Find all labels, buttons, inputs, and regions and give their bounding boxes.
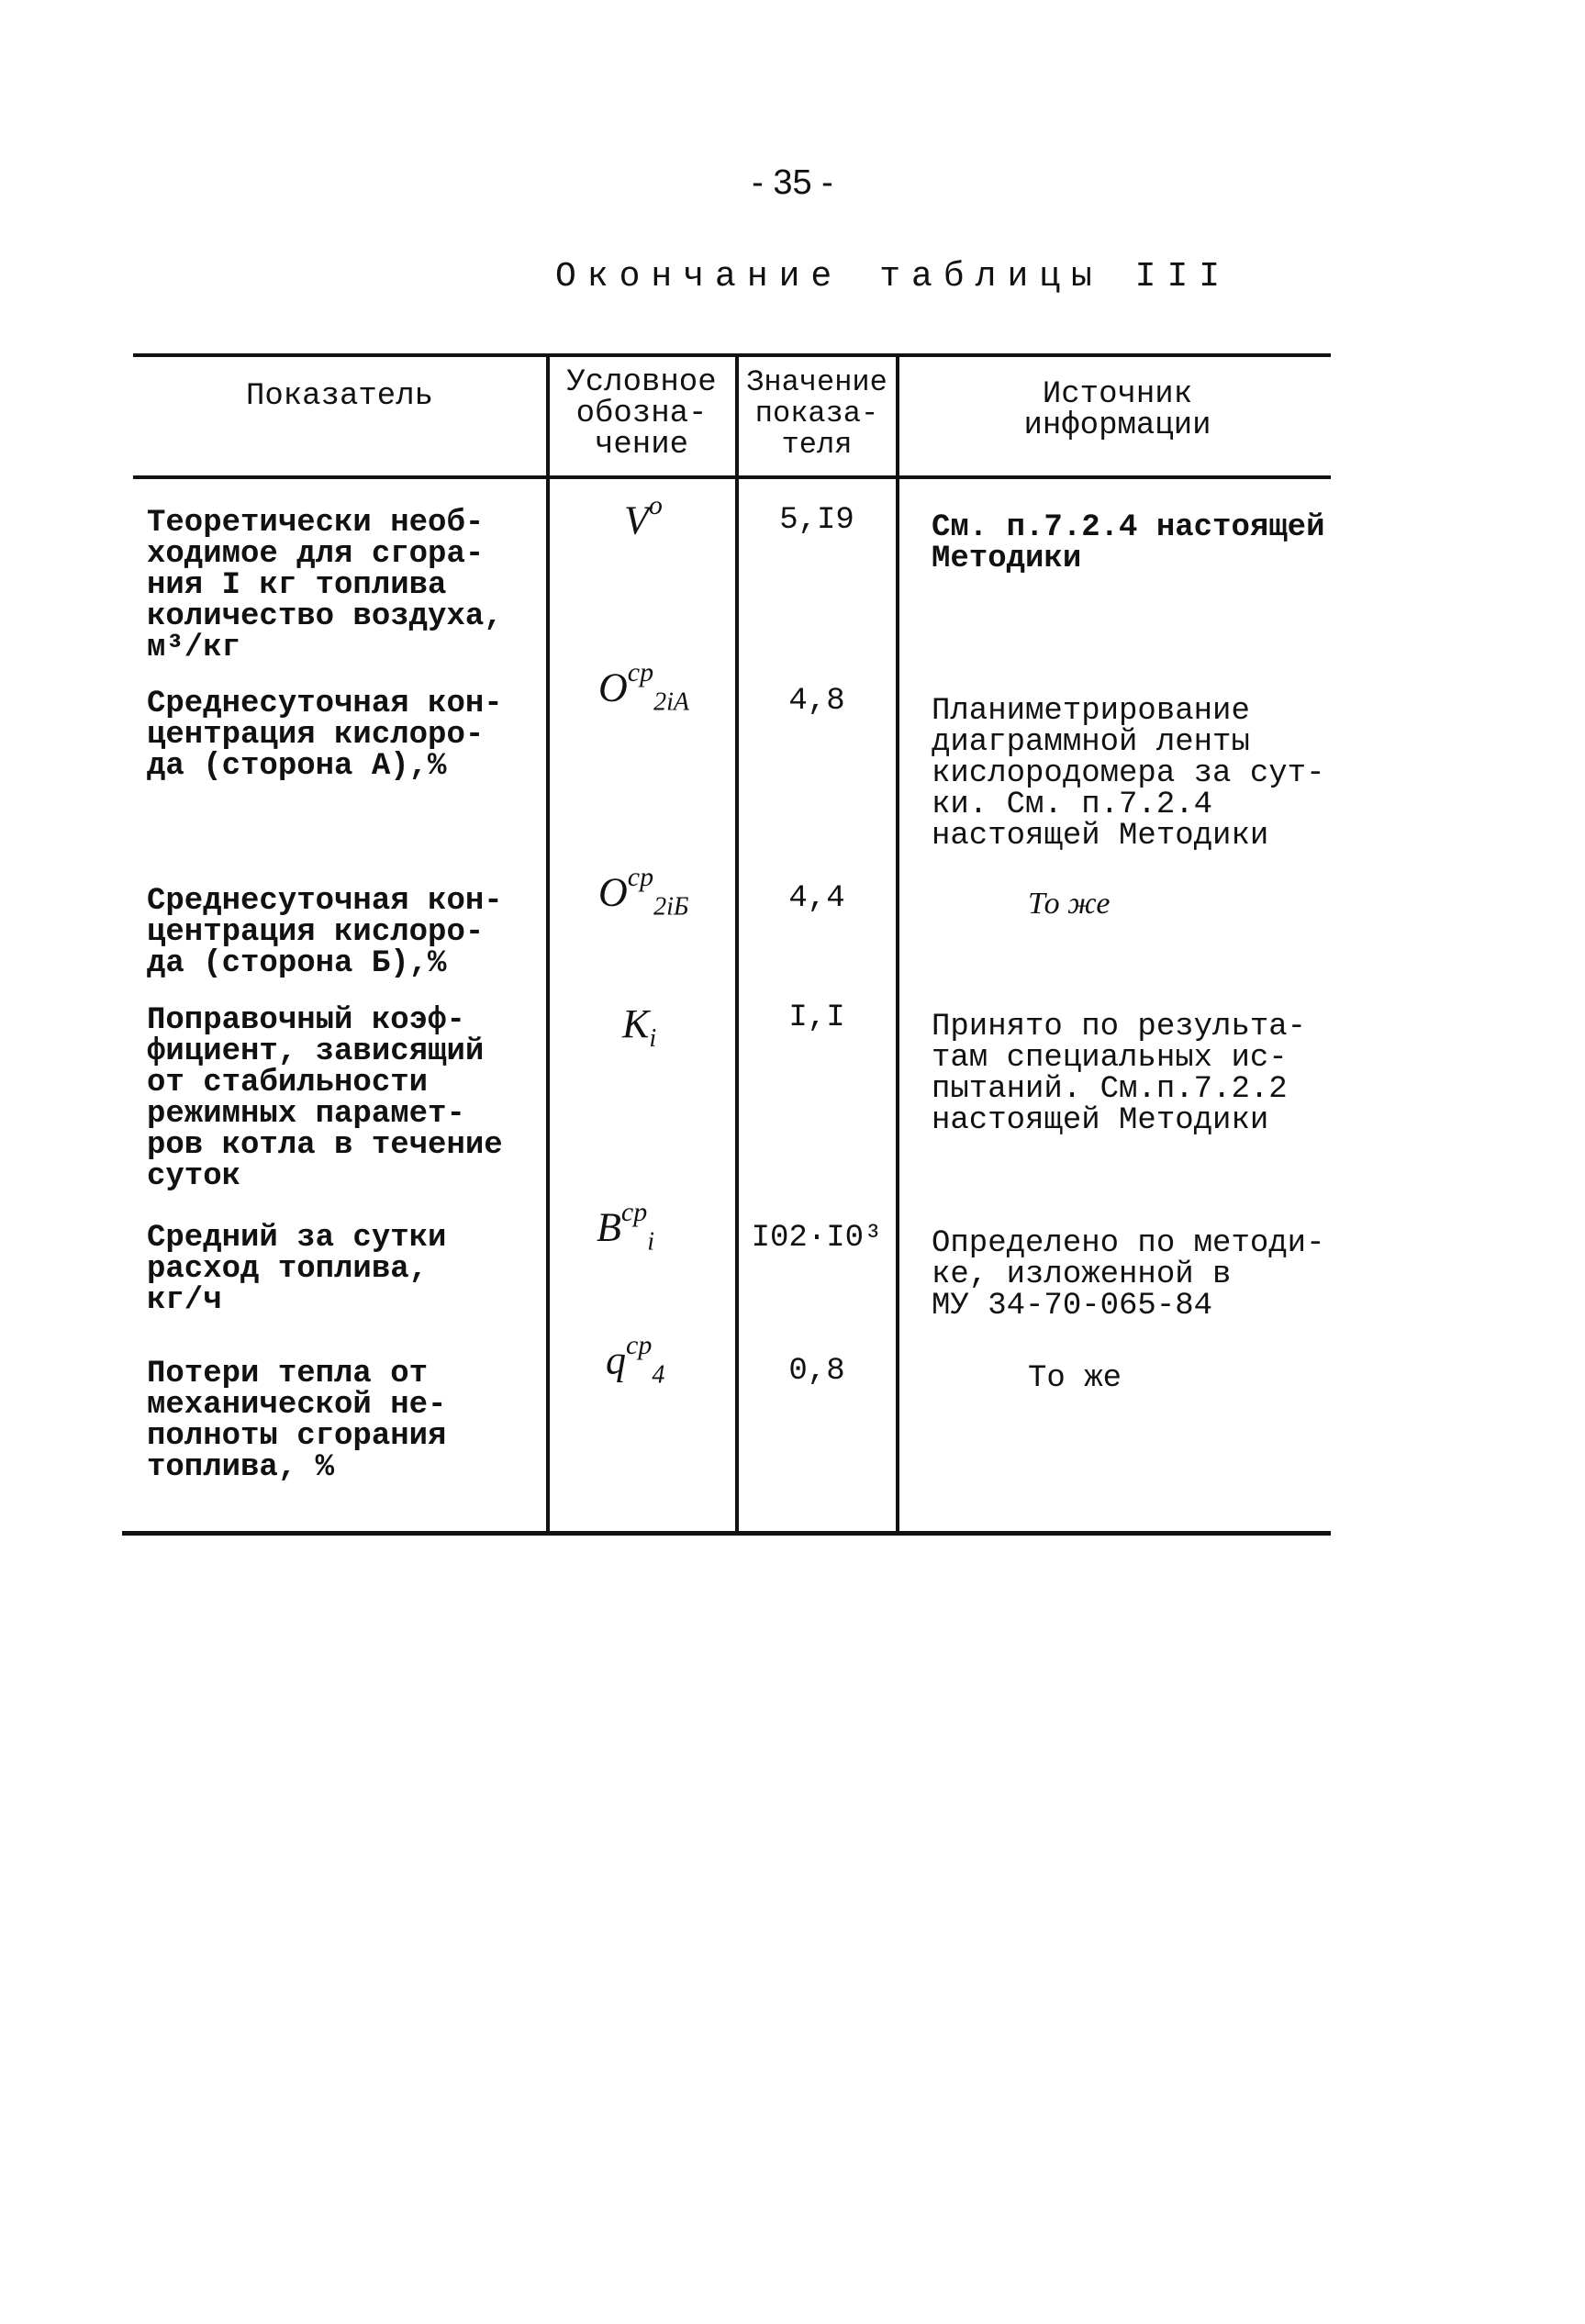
row-source: Принято по результа- там специальных ис- пытаний. См.п.7.2.2 настоящей Методики [932,1010,1307,1138]
table-top-rule [133,353,1331,357]
row-indicator: Средний за сутки расход топлива, кг/ч [147,1221,447,1318]
row-indicator: Потери тепла от механической не- полноты сгорания топлива, % [147,1357,447,1485]
symbol-base: q [606,1337,626,1383]
row-symbol [598,862,689,922]
row-source: То же [1028,1361,1122,1396]
symbol-sup: ср [620,1197,648,1227]
row-indicator: Поправочный коэф- фициент, зависящий от стабильности режимных парамет- ров котла в течение суток [147,1003,503,1194]
column-divider-3 [896,353,899,1533]
row-value: 4,8 [788,684,845,719]
symbol-sup: ср [626,1330,653,1360]
row-source: То же [1028,887,1111,921]
symbol-sub: 2iБ [653,892,689,922]
table-caption [555,257,1231,296]
row-indicator: Среднесуточная кон- центрация кислоро- да (сторона Б),% [147,884,503,981]
row-source: Определено по методи- ке, изложенной в МУ 34-70-065-84 [932,1226,1325,1324]
symbol-sub: i [647,1227,654,1257]
caption-part1: Окончание [555,257,843,296]
row-indicator: Среднесуточная кон- центрация кислоро- да (сторона А),% [147,687,503,784]
symbol-base: B [597,1204,621,1250]
symbol-sup: o [648,490,663,520]
column-divider-1 [546,353,550,1533]
row-symbol [597,1197,654,1257]
row-value: I02·I0³ [751,1221,883,1256]
row-value: 5,I9 [779,503,854,538]
row-symbol [624,490,663,544]
row-value: 4,4 [788,881,845,916]
row-symbol [606,1330,665,1390]
symbol-sub: 4 [652,1360,665,1390]
row-indicator: Теоретически необ- ходимое для сгора- ния I кг топлива количество воздуха, м³/кг [147,506,503,665]
symbol-sup: ср [627,862,654,892]
header-value: Значение показа- теля [746,365,887,462]
caption-part2: таблицы III [879,257,1232,296]
symbol-sup: ср [627,657,654,687]
symbol-sub: 2iA [653,687,689,717]
page-number: - 35 - [752,163,833,202]
header-source: Источник информации [1023,377,1211,443]
row-value: 0,8 [788,1354,845,1389]
symbol-base: V [624,497,649,543]
row-source: См. п.7.2.4 настоящей Методики [932,510,1325,576]
row-symbol [598,657,689,717]
row-source: Планиметрирование диаграммной ленты кислородомера за сут- ки. См. п.7.2.4 настоящей Методики [932,694,1325,854]
header-indicator: Показатель [245,379,434,414]
symbol-base: O [598,665,628,710]
row-value: I,I [788,1000,845,1035]
symbol-sub: i [649,1023,657,1053]
table-header-rule [133,475,1331,479]
symbol-base: K [622,1001,650,1046]
header-symbol: Условное обозна- чение [566,365,717,463]
symbol-base: O [598,869,628,915]
table-bottom-rule [122,1531,1331,1536]
row-symbol [622,1000,656,1054]
